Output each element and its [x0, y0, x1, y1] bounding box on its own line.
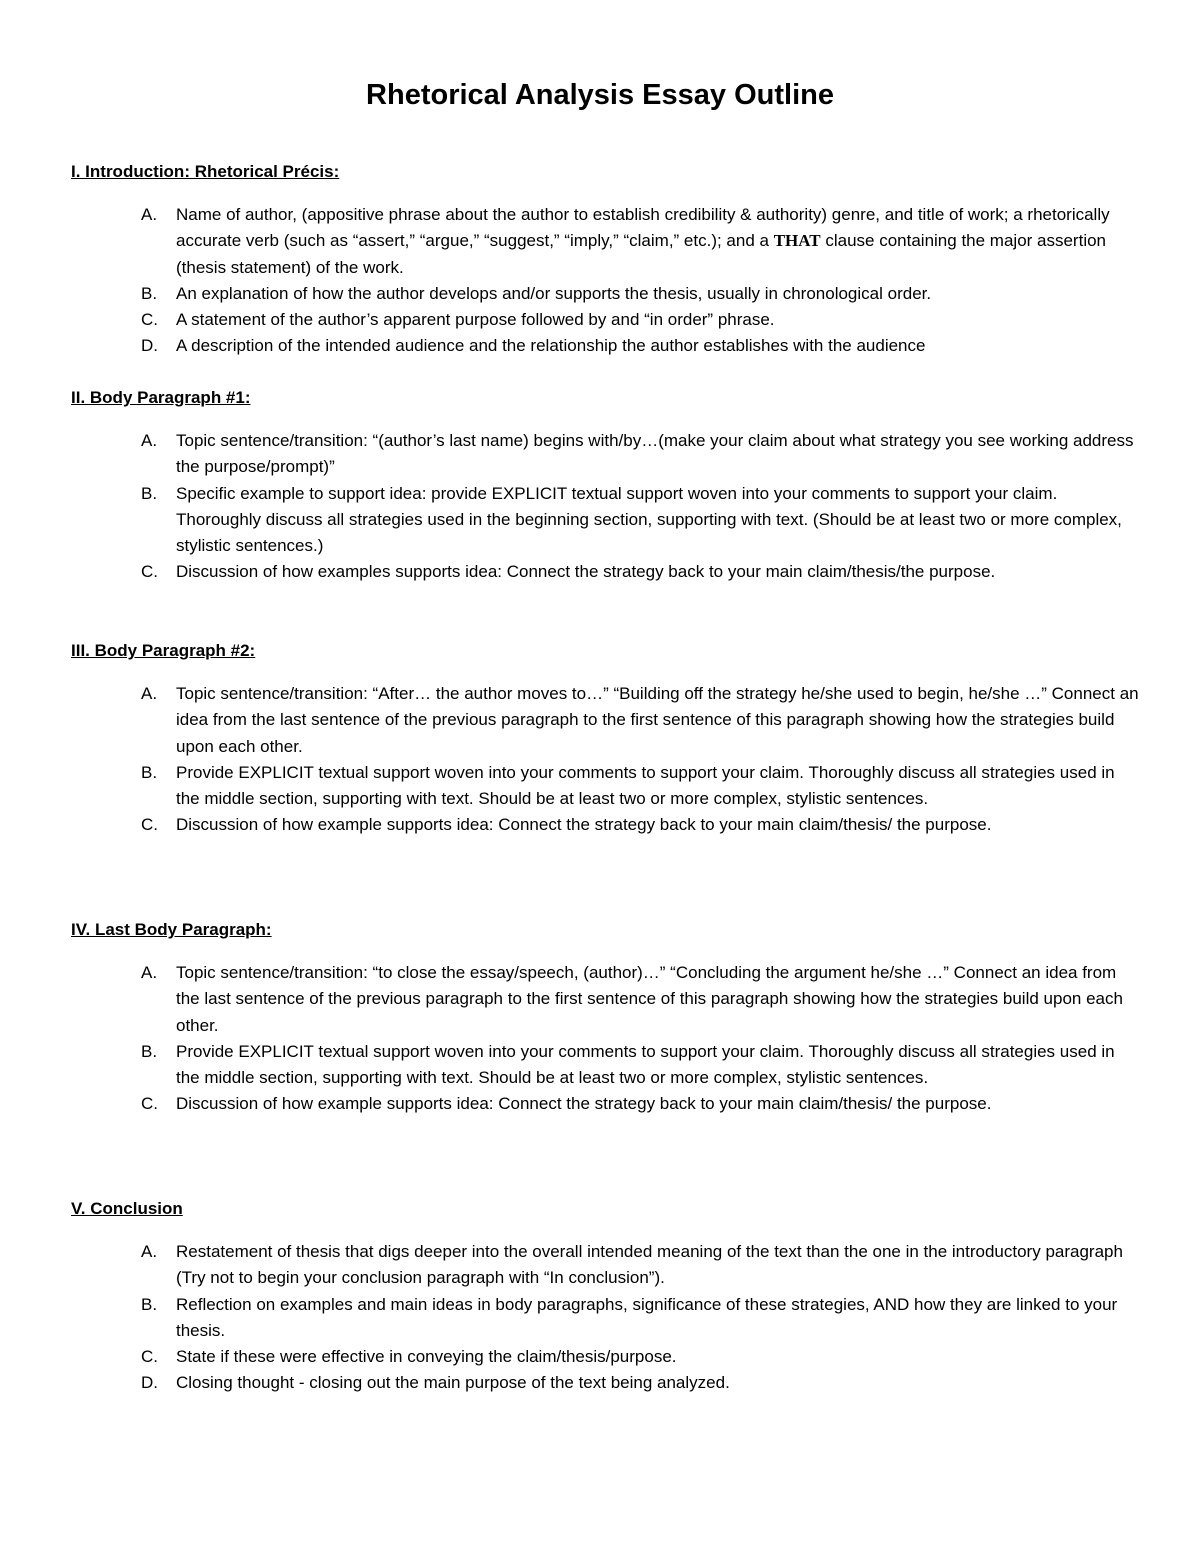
list-item	[71, 428, 1141, 481]
item-text: Restatement of thesis that digs deeper into the overall intended meaning of the text than the one in the introductory paragraph (Try not to begin your conclusion paragraph with “In conclusion”).	[176, 1242, 1123, 1288]
item-text: Discussion of how example supports idea: Connect the strategy back to your main claim/thesis/ the purpose.	[176, 815, 992, 835]
list-item	[71, 559, 1141, 585]
section-introduction	[71, 161, 1141, 360]
item-letter: A.	[141, 684, 158, 703]
page-title: Rhetorical Analysis Essay Outline	[366, 79, 834, 111]
list-item	[71, 202, 1141, 281]
list-item	[71, 760, 1141, 813]
item-text: A description of the intended audience and the relationship the author establishes with the audience	[176, 336, 926, 356]
item-letter: B.	[141, 1294, 158, 1314]
item-text: Discussion of how examples supports idea: Connect the strategy back to your main claim/thesis/the purpose.	[176, 562, 996, 582]
item-letter: A.	[141, 205, 158, 224]
list-item	[71, 481, 1141, 560]
section-last-body-paragraph	[71, 919, 1141, 1118]
item-text: Topic sentence/transition: “to close the essay/speech, (author)…” “Concluding the argument he/she …” Connect an idea from the last sentence of the previous paragraph to the first sentence of this paragraph showing how the strategies build upon each other.	[176, 963, 1123, 1035]
item-text: Specific example to support idea: provide EXPLICIT textual support woven into your comments to support your claim. Thoroughly discuss all strategies used in the beginning section, supporting with text. (Should be at least two or more complex, stylistic sentences.)	[176, 483, 1122, 556]
section-heading: I. Introduction: Rhetorical Précis:	[71, 162, 340, 181]
item-letter: A.	[141, 1242, 158, 1261]
list-item	[71, 1239, 1141, 1292]
item-text: Topic sentence/transition: “(author’s last name) begins with/by…(make your claim about what strategy you see working address the purpose/prompt)”	[176, 431, 1134, 477]
outline-list	[71, 202, 1141, 360]
list-item	[71, 1039, 1141, 1092]
item-text: Topic sentence/transition: “After… the author moves to…” “Building off the strategy he/she used to begin, he/she …” Connect an idea from the last sentence of the previous paragraph to the first sentence of this paragraph showing how the strategies build upon each other.	[176, 684, 1139, 756]
list-item	[71, 1292, 1141, 1345]
section-conclusion	[71, 1198, 1141, 1397]
list-item	[71, 1091, 1141, 1117]
item-letter: C.	[141, 815, 158, 835]
item-text: An explanation of how the author develops and/or supports the thesis, usually in chronological order.	[176, 283, 932, 303]
section-body-paragraph-2	[71, 640, 1141, 839]
item-text: Closing thought - closing out the main purpose of the text being analyzed.	[176, 1373, 730, 1393]
list-item	[71, 1344, 1141, 1370]
section-heading: IV. Last Body Paragraph:	[71, 920, 272, 939]
outline-list	[71, 428, 1141, 586]
list-item	[71, 281, 1141, 307]
section-heading: II. Body Paragraph #1:	[71, 388, 251, 407]
that-emphasis: THAT	[773, 231, 821, 251]
item-text-part: clause containing the major assertion (thesis statement) of the work.	[176, 231, 1107, 277]
list-item	[71, 1370, 1141, 1396]
section-heading: V. Conclusion	[71, 1199, 183, 1218]
item-text-part: Name of author, (appositive phrase about the author to establish credibility & authority) genre, and title of work; a rhetorically accurate verb (such as “assert,” “argue,” “suggest,” “imply,” “claim,” etc.); and a	[176, 205, 1110, 251]
item-text: A statement of the author’s apparent purpose followed by and “in order” phrase.	[176, 310, 775, 330]
item-text	[176, 202, 1141, 281]
outline-list	[71, 960, 1141, 1118]
item-letter: C.	[141, 1347, 158, 1367]
section-body-paragraph-1	[71, 387, 1141, 586]
item-text: State if these were effective in conveying the claim/thesis/purpose.	[176, 1347, 677, 1367]
outline-list	[71, 681, 1141, 839]
item-letter: C.	[141, 562, 158, 582]
item-letter: B.	[141, 762, 158, 782]
list-item	[71, 812, 1141, 838]
list-item	[71, 681, 1141, 760]
section-heading: III. Body Paragraph #2:	[71, 641, 256, 660]
list-item	[71, 333, 1141, 359]
item-letter: A.	[141, 431, 158, 450]
outline-list	[71, 1239, 1141, 1397]
item-letter: C.	[141, 1094, 158, 1114]
item-text: Reflection on examples and main ideas in body paragraphs, significance of these strategies, AND how they are linked to your thesis.	[176, 1294, 1118, 1340]
item-text: Discussion of how example supports idea: Connect the strategy back to your main claim/thesis/ the purpose.	[176, 1094, 992, 1114]
item-letter: A.	[141, 963, 158, 982]
item-letter: B.	[141, 1041, 158, 1061]
item-letter: C.	[141, 310, 158, 330]
list-item	[71, 307, 1141, 333]
item-text: Provide EXPLICIT textual support woven into your comments to support your claim. Thoroughly discuss all strategies used in the middle section, supporting with text. Should be at least two or more complex, stylistic sentences.	[176, 762, 1115, 809]
item-letter: D.	[141, 336, 158, 356]
item-letter: B.	[141, 283, 158, 303]
item-letter: D.	[141, 1373, 158, 1393]
item-letter: B.	[141, 483, 158, 503]
list-item	[71, 960, 1141, 1039]
item-text: Provide EXPLICIT textual support woven into your comments to support your claim. Thoroughly discuss all strategies used in the middle section, supporting with text. Should be at least two or more complex, stylistic sentences.	[176, 1041, 1115, 1088]
